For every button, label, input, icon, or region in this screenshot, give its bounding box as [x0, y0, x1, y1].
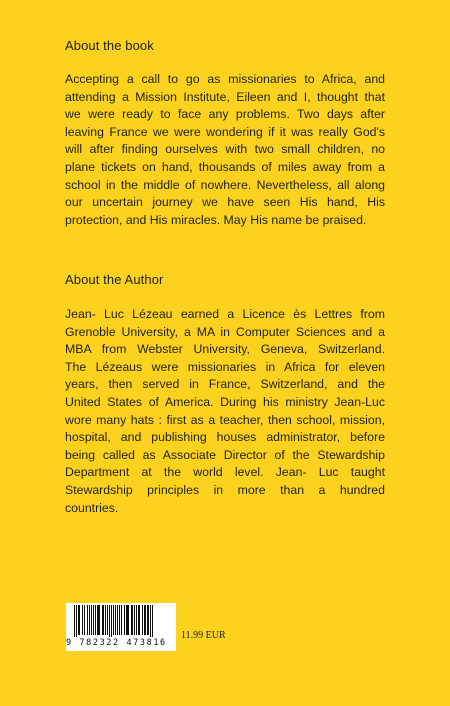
barcode-bar: [111, 605, 112, 637]
barcode-bar: [93, 605, 94, 635]
about-book-line: our uncertain journey we have seen His hand, His: [65, 195, 385, 210]
about-book-line: leaving France we were wondering if it was really God's: [65, 124, 385, 139]
about-book-line: Accepting a call to go as missionaries to Africa, and: [65, 72, 385, 86]
isbn-digits: 9 782322 473816: [66, 638, 167, 648]
barcode-bar: [105, 605, 106, 635]
about-author-text: [65, 306, 385, 517]
barcode-bar: [131, 605, 133, 635]
about-author-line: being called as Associate Director of the Stewardship: [65, 447, 385, 462]
barcode-bar: [152, 605, 153, 637]
barcode-bar: [115, 605, 116, 635]
barcode-bar: [134, 605, 135, 635]
barcode-bar: [117, 605, 118, 635]
barcode-bar: [144, 605, 146, 635]
barcode-bar: [121, 605, 122, 635]
about-author-line: United States of America. During his ministry Jean-Luc: [65, 394, 385, 409]
price-label: 11.99 EUR: [181, 630, 226, 641]
barcode-bars-icon: [66, 603, 176, 639]
about-author-line: Grenoble University, a MA in Computer Sciences and a: [65, 324, 385, 339]
barcode-bar: [74, 605, 75, 637]
barcode-bar: [89, 605, 90, 635]
about-book-line: protection, and His miracles. May His name be praised.: [65, 212, 367, 227]
barcode-bar: [119, 605, 120, 635]
barcode-bar: [78, 605, 80, 635]
barcode-bar: [107, 605, 108, 635]
about-author-line: MBA from Webster University, Geneva, Switzerland.: [65, 342, 385, 357]
barcode-bar: [87, 605, 88, 635]
about-book-line: attending a Mission Institute, Eileen and I, thought that: [65, 89, 385, 104]
isbn-barcode: [66, 603, 176, 651]
about-author-line: years, then served in France, Switzerland, and the: [65, 377, 385, 392]
about-author-line: Department at the world level. Jean- Luc taught: [65, 465, 385, 480]
about-author-heading: About the Author: [65, 272, 164, 287]
barcode-bar: [124, 605, 125, 635]
barcode-bar: [91, 605, 92, 635]
barcode-bar: [150, 605, 151, 637]
about-author-line: The Lézeaus were missionaries in Africa for eleven: [65, 359, 385, 374]
about-book-heading: About the book: [65, 38, 154, 53]
barcode-bar: [113, 605, 114, 635]
about-author-line: Jean- Luc Lézeau earned a Licence ès Lettres from: [65, 307, 385, 321]
about-author-line: Stewardship principles in more than a hundred: [65, 482, 385, 497]
barcode-bar: [95, 605, 96, 635]
about-author-line: hospital, and publishing houses administrator, before: [65, 430, 385, 445]
barcode-bar: [136, 605, 137, 635]
barcode-bar: [82, 605, 83, 635]
barcode-bar: [97, 605, 100, 635]
barcode-bar: [147, 605, 149, 635]
barcode-bar: [76, 605, 77, 637]
about-book-line: we were ready to face any problems. Two days after: [65, 107, 385, 122]
about-book-line: plane tickets on hand, thousands of miles away from a: [65, 159, 385, 174]
barcode-bar: [142, 605, 143, 635]
barcode-bar: [84, 605, 85, 635]
barcode-bar: [138, 605, 140, 635]
about-book-line: school in the middle of nowhere. Nevertheless, all along: [65, 177, 385, 192]
about-book-line: will after finding ourselves with two small children, no: [65, 142, 385, 157]
barcode-bar: [102, 605, 104, 635]
about-author-line: wore many hats : first as a teacher, then school, mission,: [65, 412, 385, 427]
barcode-bar: [109, 605, 110, 637]
about-book-text: [65, 71, 385, 229]
barcode-bar: [126, 605, 129, 635]
about-author-line: countries.: [65, 500, 119, 515]
